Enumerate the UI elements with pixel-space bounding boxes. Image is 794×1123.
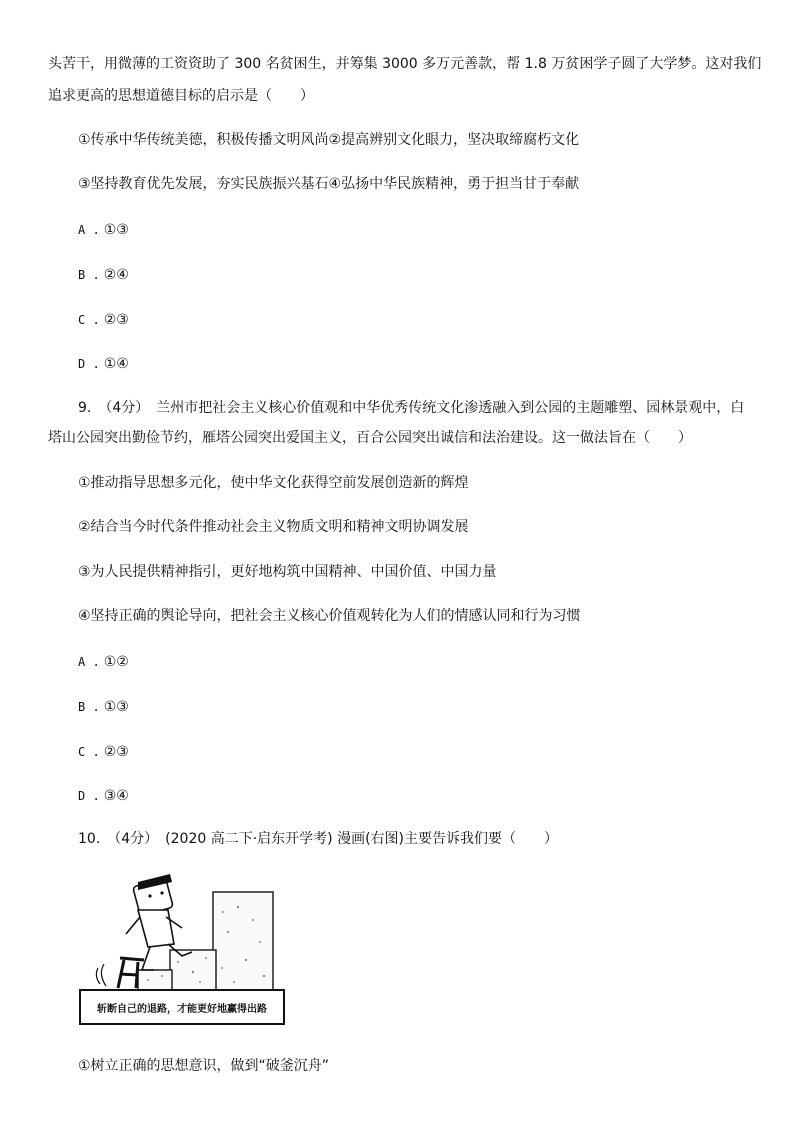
q8-statement-1: ①传承中华传统美德，积极传播文明风尚②提高辨别文化眼力，坚决取缔腐朽文化	[78, 132, 580, 148]
q8-stem-line2: 追求更高的思想道德目标的启示是（ ）	[48, 88, 314, 104]
option-value: ③④	[103, 788, 129, 804]
option-value: ①③	[103, 699, 129, 715]
q9-stem-line2: 塔山公园突出勤俭节约，雁塔公园突出爱国主义，百合公园突出诚信和法治建设。这一做法旨在（ ）	[48, 430, 692, 446]
q9-option-a[interactable]	[78, 652, 129, 672]
option-letter: B .	[78, 700, 100, 714]
q8-option-c[interactable]	[78, 310, 129, 330]
q8-statement-2: ③坚持教育优先发展，夯实民族振兴基石④弘扬中华民族精神，勇于担当甘于奉献	[78, 176, 580, 192]
q8-option-a[interactable]	[78, 220, 129, 240]
option-value: ②④	[103, 267, 129, 283]
option-value: ①②	[103, 654, 129, 670]
option-letter: A .	[78, 655, 100, 669]
option-value: ①④	[103, 356, 129, 372]
q8-stem-line1: 头苦干，用微薄的工资资助了 300 名贫困生，并筹集 3000 多万元善款，帮 1.8 万贫困学子圆了大学梦。这对我们	[48, 56, 762, 72]
q9-statement-3: ③为人民提供精神指引，更好地构筑中国精神、中国价值、中国力量	[78, 564, 497, 580]
q8-option-d[interactable]	[78, 354, 129, 374]
option-letter: C .	[78, 745, 100, 759]
cartoon-caption	[80, 990, 284, 1024]
q8-option-b[interactable]	[78, 265, 129, 285]
q10-stem-line1: 10. （4分） (2020 高二下·启东开学考) 漫画(右图)主要告诉我们要（ ）	[78, 831, 558, 847]
q10-cartoon-image	[78, 872, 286, 1028]
option-letter: D .	[78, 789, 100, 803]
option-letter: B .	[78, 268, 100, 282]
q9-option-b[interactable]	[78, 697, 129, 717]
q9-option-d[interactable]	[78, 786, 129, 806]
option-letter: C .	[78, 313, 100, 327]
option-letter: D .	[78, 357, 100, 371]
q9-statement-4: ④坚持正确的舆论导向，把社会主义核心价值观转化为人们的情感认同和行为习惯	[78, 608, 581, 624]
option-value: ②③	[103, 744, 129, 760]
option-value: ②③	[103, 312, 129, 328]
q10-statement-1: ①树立正确的思想意识，做到“破釜沉舟”	[78, 1058, 330, 1074]
option-value: ①③	[103, 222, 129, 238]
q9-option-c[interactable]	[78, 742, 129, 762]
q9-statement-1: ①推动指导思想多元化，使中华文化获得空前发展创造新的辉煌	[78, 475, 469, 491]
option-letter: A .	[78, 223, 100, 237]
q9-statement-2: ②结合当今时代条件推动社会主义物质文明和精神文明协调发展	[78, 519, 469, 535]
q9-stem-line1: 9. （4分） 兰州市把社会主义核心价值观和中华优秀传统文化渗透融入到公园的主题雕塑、园林景观中，白	[78, 400, 745, 416]
cartoon-caption-text: 斩断自己的退路，才能更好地赢得出路	[97, 1003, 267, 1015]
